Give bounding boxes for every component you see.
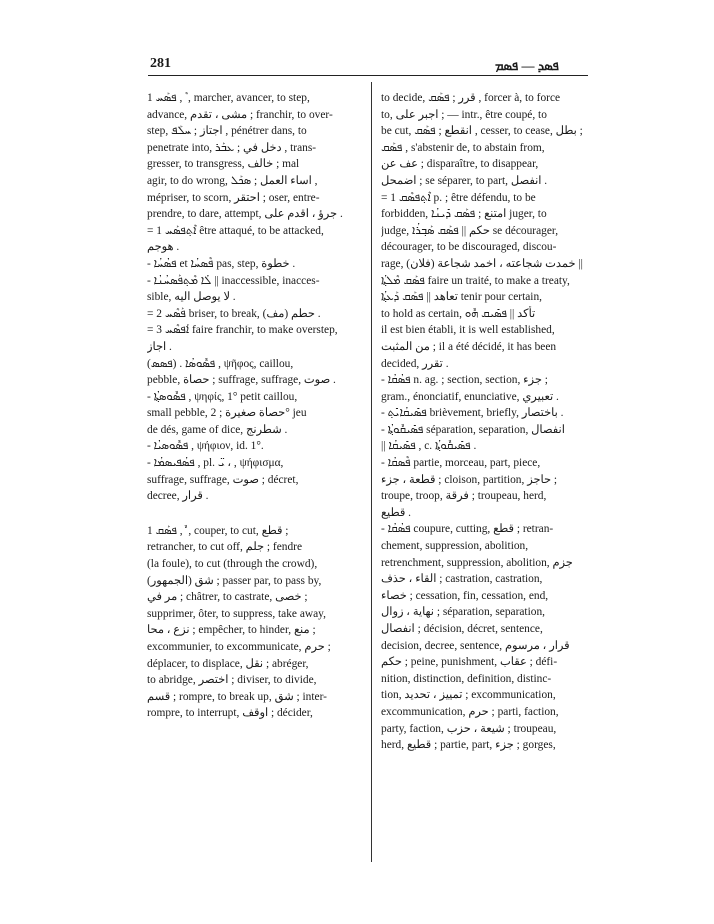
entry-line: 1 ܦܣܰܚ , ܶ , marcher, avancer, to step, [147, 92, 310, 104]
entry-line: - ܦܣܳܦܝܣܡܳܐ , pl. ܝ̈ ، , ψήφισμα, [147, 457, 284, 470]
right-column [381, 90, 588, 754]
entry-line: - ܦܣܺܝܩܳܐܝܺܬ݂ brièvement, briefly, باختصار . [381, 407, 564, 420]
entry-line: party, faction, شيعة ، حزب ; troupeau, [381, 722, 557, 735]
entry-line: retrenchment, suppression, abolition, جزم [381, 556, 573, 569]
entry-line: déplacer, to displace, نقل ; abréger, [147, 657, 309, 670]
left-column [147, 90, 354, 722]
entry-line: - ܦܣܳܚܳܐ et ܦܶܣܚܳܐ pas, step, خطوة . [147, 257, 296, 270]
entry-line: نهاية ، زوال ; séparation, separation, [381, 606, 546, 619]
entry-line: pebble, حصاة ; suffrage, suffrage, صوت . [147, 374, 336, 387]
entry-line: ܦܣܽܘܣܳܐ . (ܦܣܣ) , ψῆφος, caillou, [147, 357, 294, 370]
entry-line: gresser, to transgress, خالف ; mal [147, 158, 300, 171]
entry-line: ܦܣܰܩ , s'abstenir de, to abstain from, [381, 141, 545, 154]
entry-line: - ܦܣܳܩܳܐ coupure, cutting, قطع ; retran- [381, 523, 554, 536]
entry-line: to, اجبر على ; — intr., être coupé, to [381, 108, 547, 121]
entry-line: - ܦܣܽܘܣܝܳܐ , ψήφιον, id. 1°. [147, 440, 264, 453]
entry-line: excommunier, to excommunicate, حرم ; [147, 641, 331, 653]
entry-line: décourager, to be discouraged, discou- [381, 241, 557, 254]
entry-line: supprimer, ôter, to suppress, take away, [147, 607, 326, 620]
entry-line: advance, مشى ، تقدم ; franchir, to over- [147, 108, 333, 121]
entry-line: sible, لا يوصل اليه . [147, 291, 236, 304]
entry-line: قسم ; rompre, to break up, شق ; inter- [147, 690, 327, 703]
entry-line: = 1 ܐܶܬ݂ܦܣܶܩ p. ; être défendu, to be [381, 191, 536, 204]
entry-line: قطيع . [381, 506, 411, 519]
entry-line: troupe, troop, فرقة ; troupeau, herd, [381, 490, 547, 503]
entry-line: penetrate into, دخل في ; ܥܒܰܪ , trans- [147, 141, 317, 154]
entry-line: اجاز . [147, 340, 172, 353]
entry-line: il est bien établi, it is well established, [381, 324, 555, 337]
column-divider [371, 82, 372, 862]
entry-line: انفصال ; décision, décret, sentence, [381, 623, 543, 635]
entry-line: to decide, قرر ; ܦܣܰܩ , forcer à, to force [381, 92, 561, 104]
running-head: ܦܣܕ — ܦܣܡ [495, 58, 559, 73]
entry-line: 1 ܦܣܰܩ , ܽ , couper, to cut, قطع ; [147, 524, 289, 537]
entry-line: rompre, to interrupt, اوقف ; décider, [147, 707, 313, 720]
entry-line: - ܦܣܺܝܩܽܘܬ݂ܳܐ séparation, separation, انفصال [381, 423, 565, 436]
entry-line: decision, decree, sentence, قرار ، مرسوم [381, 639, 570, 652]
entry-line: de dés, game of dice, شطرنج . [147, 423, 288, 436]
entry-line: مر في ; châtrer, to castrate, خصى ; [147, 591, 308, 604]
entry-line: نزع ، محا ; empêcher, to hinder, منع ; [147, 624, 316, 637]
entry-line: حكم ; peine, punishment, عقاب ; défi- [381, 656, 558, 669]
entry-line: be cut, انقطع ; ܦܣܰܩ , cesser, to cease, بطل ; [381, 125, 583, 138]
entry-line: - ܦܣܽܘܣܬ݂ܳܐ , ψηφίς, 1° petit caillou, [147, 390, 298, 403]
entry-line: chement, suppression, abolition, [381, 540, 529, 553]
entry-line: excommunication, حرم ; parti, faction, [381, 705, 559, 718]
entry-line: retrancher, to cut off, جلم ; fendre [147, 541, 302, 554]
entry-line: small pebble, حصاة صغيرة ; 2° jeu [147, 407, 307, 420]
entry-line: (la foule), to cut (through the crowd), [147, 558, 318, 571]
entry-line: suffrage, suffrage, صوت ; décret, [147, 473, 299, 486]
entry-line: - ܠܳܐ ܡܶܬ݂ܦܰܣܚܳܢܳܐ || inaccessible, inacces- [147, 274, 320, 287]
entry-line: agir, to do wrong, اساء العمل ; ܣܟܰܠ , [147, 174, 318, 187]
entry-line: herd, قطيع ; partie, part, جزء ; gorges, [381, 739, 556, 752]
entry-line: prendre, to dare, attempt, جرؤ ، اقدم على . [147, 208, 343, 221]
entry-line: عف عن ; disparaître, to disappear, [381, 158, 539, 171]
entry-line: من المثبت ; il a été décidé, it has been [381, 340, 557, 353]
entry-line: to hold as certain, تأكد || ܦܣܺܝܩ ܗܽܘ [381, 307, 536, 320]
entry-line: شق (الجمهور) ; passer par, to pass by, [147, 574, 322, 587]
entry-line: step, اجتاز ; ܚܠܰܦ , pénétrer dans, to [147, 125, 307, 138]
entry-line: = 3 ܐܰܦܣܶܚ faire franchir, to make overstep, [147, 324, 338, 337]
entry-line: خصاء ; cessation, fin, cessation, end, [381, 589, 549, 602]
entry-line: - ܦܶܣܩܳܐ partie, morceau, part, piece, [381, 457, 541, 470]
entry-line: forbidden, امتنع ; ܦܣܰܩ ܕܺܝܢܳܐ juger, to [381, 208, 547, 221]
entry-line: decided, تقرر . [381, 357, 449, 370]
entry-line: القاء ، حذف ; castration, castration, [381, 573, 543, 586]
entry-line: = 2 ܦܰܣܶܚ briser, to break, حطم (مف) . [147, 307, 321, 320]
entry-gap [147, 505, 354, 523]
entry-line: - ܦܣܳܩܳܐ n. ag. ; section, section, جزء ; [381, 374, 548, 387]
entry-line: tion, تمييز ، تحديد ; excommunication, [381, 689, 556, 702]
entry-line: || ܦܣܺܝܩܳܐ , c. ܦܣܺܝܩܽܘܬ݂ܳܐ . [381, 440, 477, 453]
entry-line: rage, خمدت شجاعته ، اخمد شجاعة (فلان) || [381, 257, 583, 270]
entry-line: قطعة ، جزء ; cloison, partition, حاجز ; [381, 473, 558, 486]
entry-line: nition, distinction, definition, distinc- [381, 672, 552, 685]
entry-line: mépriser, to scorn, احتقر ; oser, entre- [147, 191, 320, 204]
entry-line: هوجم . [147, 241, 180, 254]
entry-line: اضمحل ; se séparer, to part, انفصل . [381, 174, 548, 187]
page-number: 281 [150, 56, 171, 71]
entry-line: = 1 ܐܶܬ݂ܦܣܰܚ être attaqué, to be attacked, [147, 224, 324, 237]
entry-line: gram., énonciatif, enunciative, تعبيري . [381, 390, 559, 403]
entry-line: judge, حكم || ܦܣܰܩ ܣܰܒ݂ܪܳܐ se décourager, [381, 224, 559, 237]
entry-line: ܦܣܰܩ ܡܶܠܬ݂ܳܐ faire un traité, to make a treaty, [381, 274, 570, 287]
entry-line: to abridge, اختصر ; diviser, to divide, [147, 674, 317, 687]
entry-line: تعاهد || ܦܣܰܩ ܕܰܥܬ݂ܳܐ tenir pour certain, [381, 291, 543, 304]
entry-line: decree, قرار . [147, 490, 209, 503]
header-rule [148, 75, 588, 76]
